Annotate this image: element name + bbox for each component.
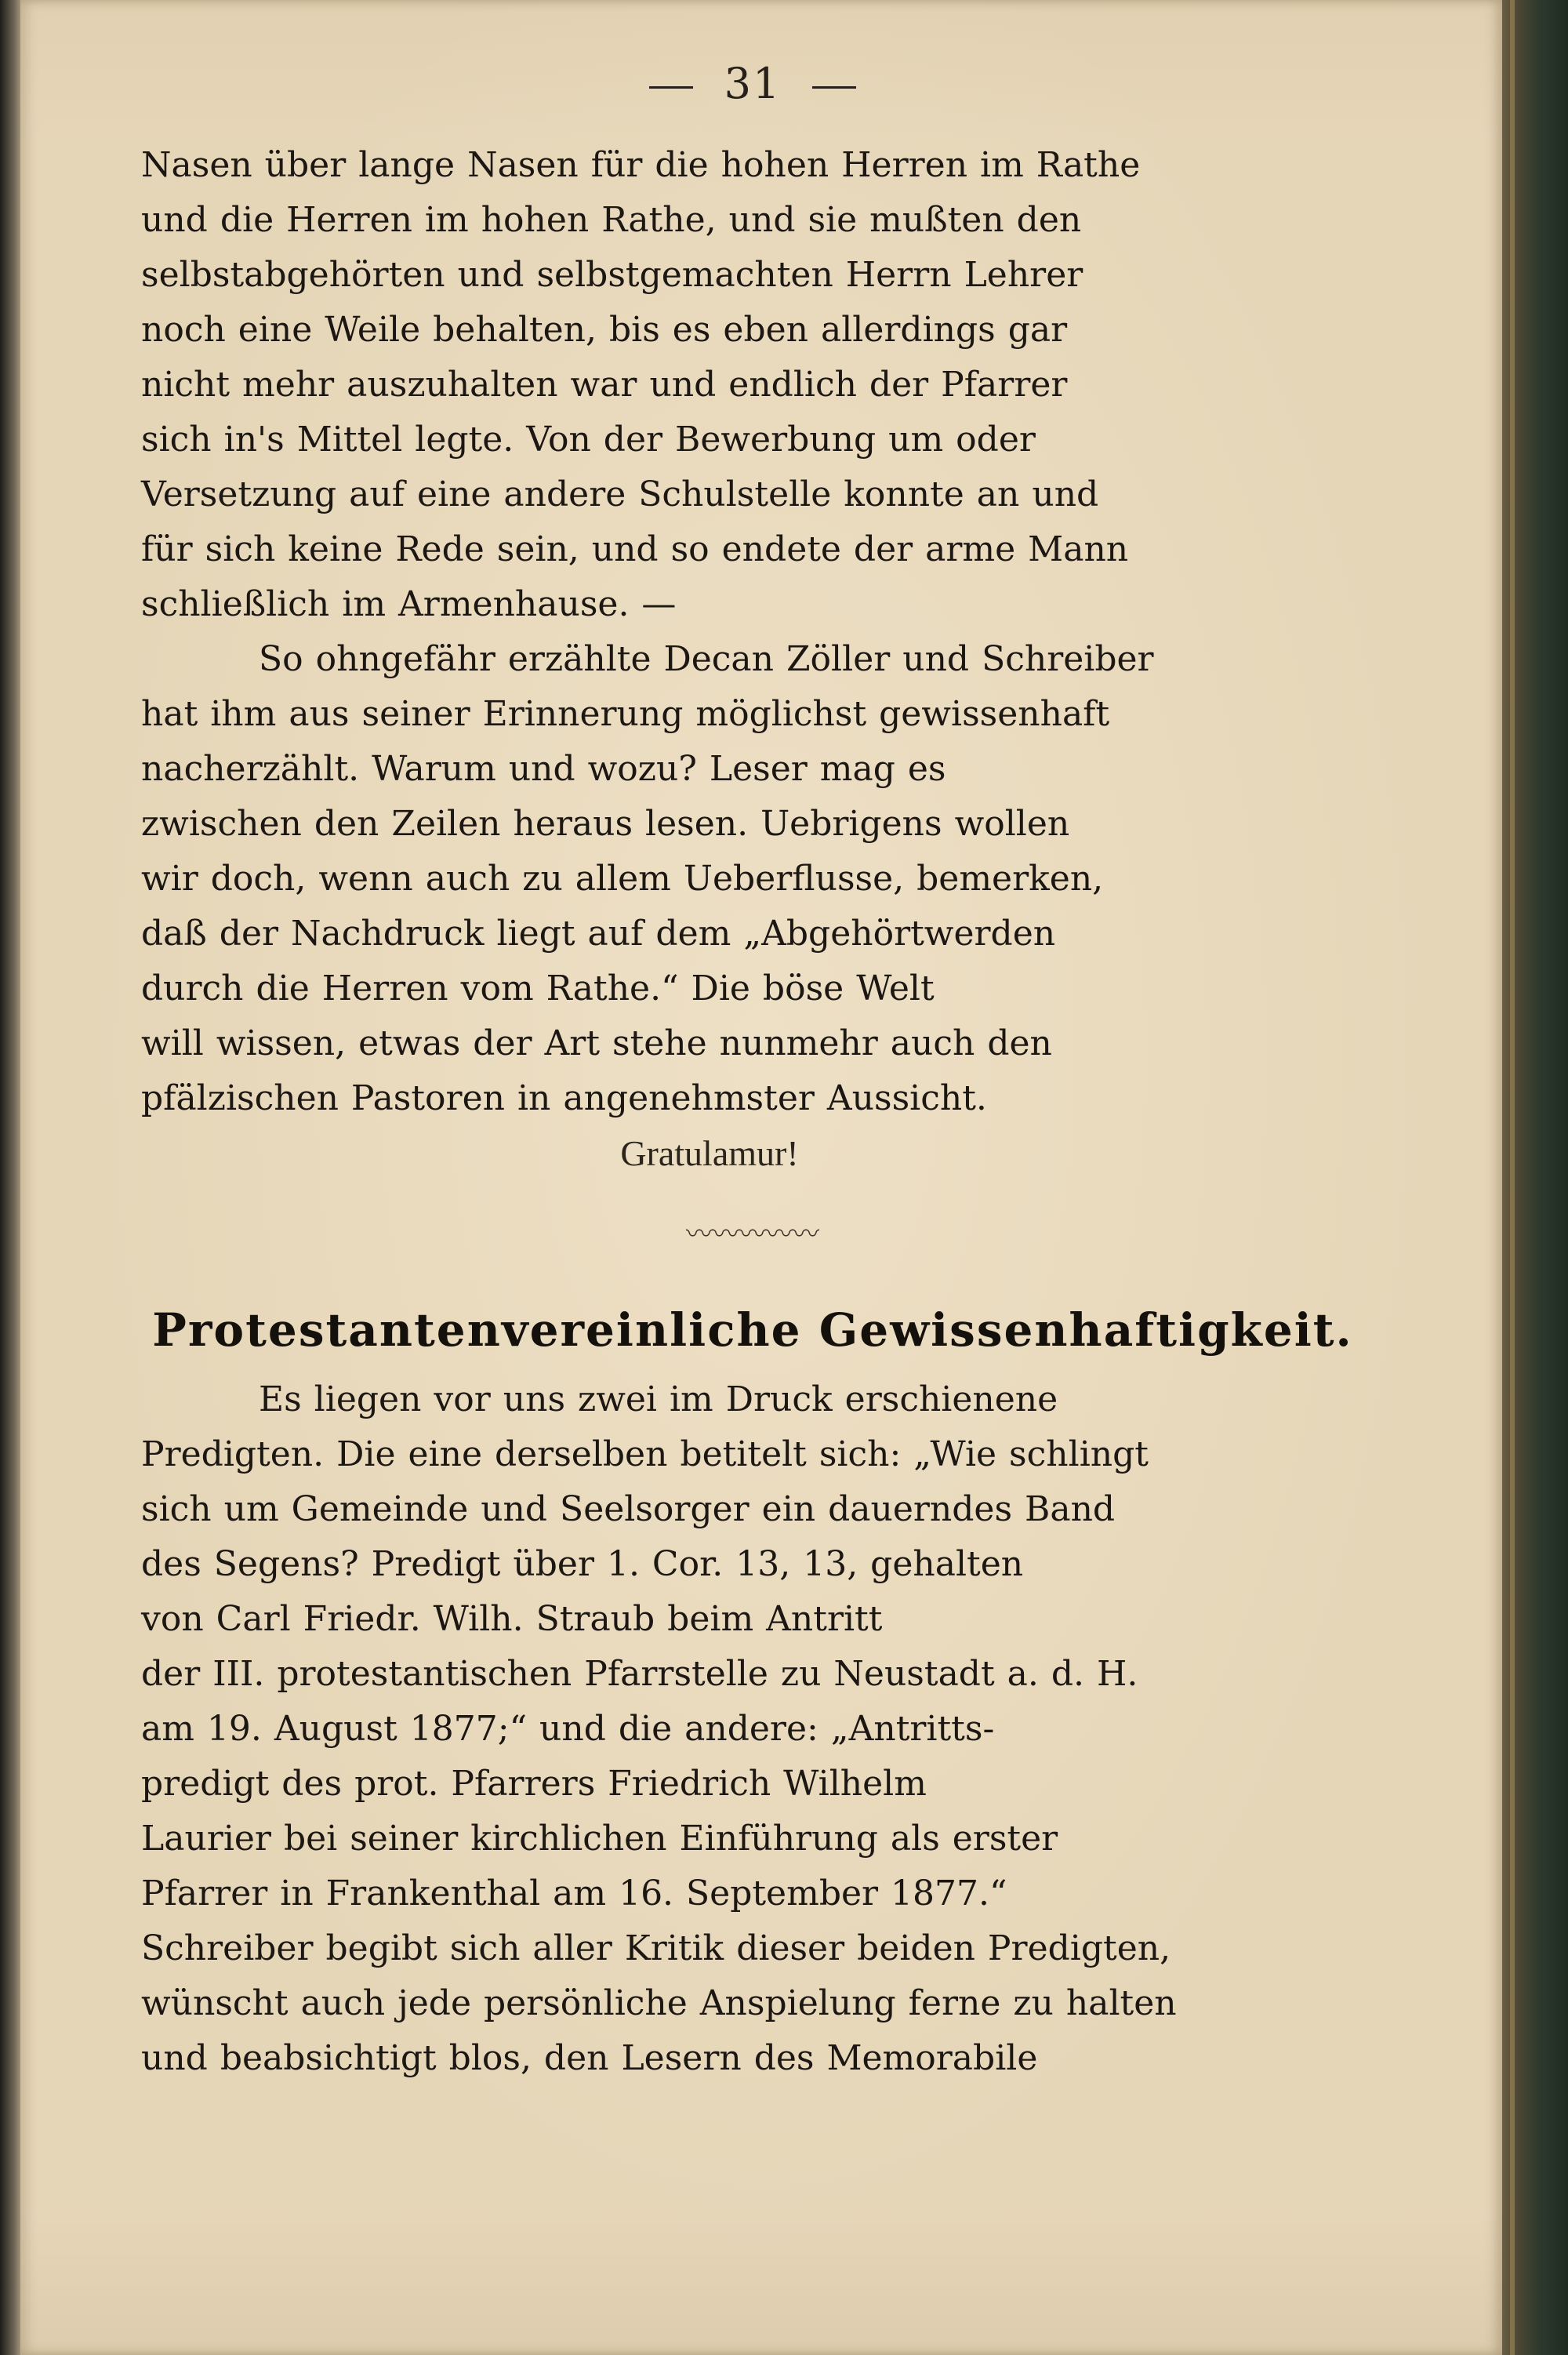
text-line: durch die Herren vom Rathe.“ Die böse Welt — [141, 969, 935, 1009]
paragraph-1 — [141, 138, 1364, 632]
text-line: pfälzischen Pastoren in angenehmster Aussicht. — [141, 1078, 987, 1118]
text-line: sich um Gemeinde und Seelsorger ein dauerndes Band — [141, 1489, 1116, 1529]
text-line: daß der Nachdruck liegt auf dem „Abgehörtwerden — [141, 914, 1056, 954]
text-line: zwischen den Zeilen heraus lesen. Uebrigens wollen — [141, 804, 1070, 844]
page-number-dash-left — [649, 86, 693, 89]
text-line: predigt des prot. Pfarrers Friedrich Wilhelm — [141, 1764, 927, 1804]
text-line: von Carl Friedr. Wilh. Straub beim Antritt — [141, 1599, 883, 1639]
text-line: wir doch, wenn auch zu allem Ueberflusse, bemerken, — [141, 859, 1104, 899]
paragraph-2 — [141, 632, 1364, 1126]
text-line: Laurier bei seiner kirchlichen Einführung als erster — [141, 1819, 1058, 1859]
page-number — [141, 59, 1364, 108]
text-line: Schreiber begibt sich aller Kritik dieser beiden Predigten, — [141, 1928, 1171, 1968]
text-line: nicht mehr auszuhalten war und endlich der Pfarrer — [141, 365, 1068, 405]
text-line: schließlich im Armenhause. — — [141, 584, 677, 624]
text-line: will wissen, etwas der Art stehe nunmehr auch den — [141, 1023, 1052, 1063]
closing-phrase: Gratulamur! — [620, 1133, 799, 1173]
text-line-indented: So ohngefähr erzählte Decan Zöller und Schreiber — [259, 639, 1154, 679]
text-line: Nasen über lange Nasen für die hohen Herren im Rathe — [141, 145, 1141, 185]
text-line: Versetzung auf eine andere Schulstelle konnte an und — [141, 474, 1099, 514]
section-divider-ornament: 〰〰〰〰〰 — [686, 1219, 819, 1250]
text-line: am 19. August 1877;“ und die andere: „Antritts- — [141, 1709, 995, 1749]
text-line: sich in's Mittel legte. Von der Bewerbung um oder — [141, 420, 1036, 460]
text-line: noch eine Weile behalten, bis es eben allerdings gar — [141, 310, 1068, 350]
text-line: nacherzählt. Warum und wozu? Leser mag es — [141, 749, 946, 789]
text-line: und beabsichtigt blos, den Lesern des Memorabile — [141, 2038, 1038, 2078]
page-number-dash-right — [812, 86, 856, 89]
text-line: Pfarrer in Frankenthal am 16. September 1877.“ — [141, 1873, 1007, 1913]
text-line: und die Herren im hohen Rathe, und sie mußten den — [141, 200, 1082, 240]
paragraph-3 — [141, 1372, 1364, 2086]
text-line: der III. protestantischen Pfarrstelle zu Neustadt a. d. H. — [141, 1654, 1138, 1694]
text-line: Predigten. Die eine derselben betitelt sich: „Wie schlingt — [141, 1434, 1149, 1474]
text-line: wünscht auch jede persönliche Anspielung ferne zu halten — [141, 1983, 1177, 2023]
text-line-indented: Es liegen vor uns zwei im Druck erschienene — [259, 1379, 1058, 1419]
page-content — [141, 59, 1364, 2086]
book-binding-edge — [1502, 0, 1568, 2355]
text-line: des Segens? Predigt über 1. Cor. 13, 13, gehalten — [141, 1544, 1024, 1584]
binding-gilt-line — [1510, 0, 1515, 2355]
text-line: hat ihm aus seiner Erinnerung möglichst gewissenhaft — [141, 694, 1110, 734]
text-line: für sich keine Rede sein, und so endete der arme Mann — [141, 529, 1129, 569]
page-number-value: 31 — [724, 59, 782, 108]
section-heading: Protestantenvereinliche Gewissenhaftigkeit. — [152, 1303, 1353, 1357]
text-line: selbstabgehörten und selbstgemachten Herrn Lehrer — [141, 255, 1083, 295]
